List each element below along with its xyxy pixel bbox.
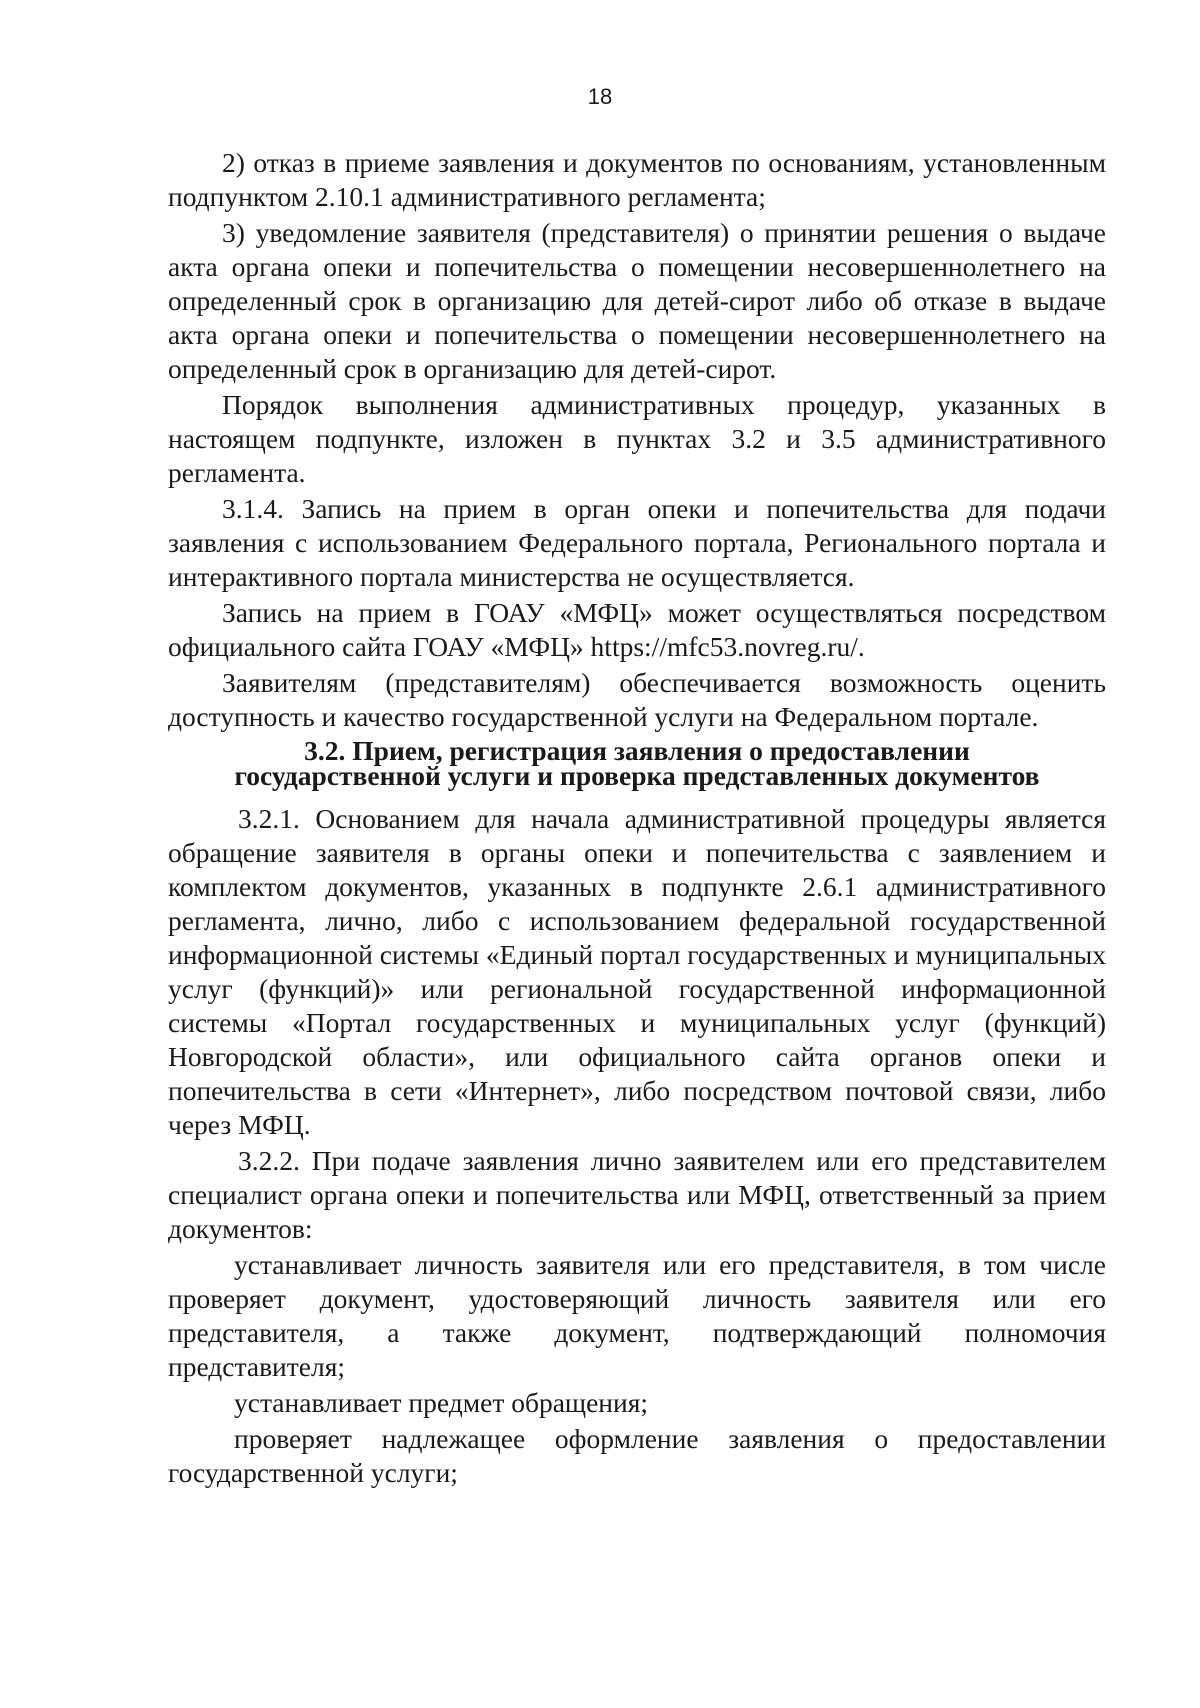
- section-heading-line-1: 3.2. Прием, регистрация заявления о предоставлении: [304, 735, 970, 766]
- list-item: устанавливает предмет обращения;: [234, 1387, 649, 1418]
- list-item: устанавливает личность заявителя или его представителя, в том числе проверяет документ, удостоверяющий личность заявителя или его представителя, а также документ, подтверждающий полномочия представителя;: [168, 1249, 1106, 1382]
- document-body: [168, 146, 1106, 1492]
- paragraph: 2) отказ в приеме заявления и документов по основаниям, установленным подпунктом 2.10.1 административного регламента;: [168, 147, 1106, 212]
- paragraph: Запись на прием в ГОАУ «МФЦ» может осуществляться посредством официального сайта ГОАУ «МФЦ» https://mfc53.novreg.ru/.: [168, 597, 1106, 662]
- paragraph: Порядок выполнения административных процедур, указанных в настоящем подпункте, изложен в пунктах 3.2 и 3.5 административного регламента.: [168, 389, 1106, 488]
- paragraph: 3.2.1. Основанием для начала административной процедуры является обращение заявителя в органы опеки и попечительства с заявлением и комплектом документов, указанных в подпункте 2.6.1 административного регламента, лично, либо с использованием федеральной государственной информационной системы «Единый портал государственных и муниципальных услуг (функций)» или региональной государственной информационной системы «Портал государственных и муниципальных услуг (функций) Новгородской области», или официального сайта органов опеки и попечительства в сети «Интернет», либо посредством почтовой связи, либо через МФЦ.: [168, 803, 1106, 1140]
- paragraph: Заявителям (представителям) обеспечивается возможность оценить доступность и качество государственной услуги на Федеральном портале.: [168, 667, 1106, 732]
- section-heading-line-2: государственной услуги и проверка представленных документов: [234, 760, 1040, 791]
- paragraph: 3.1.4. Запись на прием в орган опеки и попечительства для подачи заявления с использованием Федерального портала, Регионального портала и интерактивного портала министерства не осуществляется.: [168, 493, 1106, 592]
- page-number: 18: [587, 84, 613, 109]
- paragraph: 3.2.2. При подаче заявления лично заявителем или его представителем специалист органа опеки и попечительства или МФЦ, ответственный за прием документов:: [168, 1145, 1106, 1244]
- list-item: проверяет надлежащее оформление заявления о предоставлении государственной услуги;: [168, 1423, 1106, 1488]
- section-heading: [168, 735, 1106, 791]
- paragraph: 3) уведомление заявителя (представителя) о принятии решения о выдаче акта органа опеки и попечительства о помещении несовершеннолетнего на определенный срок в организацию для детей-сирот либо об отказе в выдаче акта органа опеки и попечительства о помещении несовершеннолетнего на определенный срок в организацию для детей-сирот.: [168, 217, 1106, 384]
